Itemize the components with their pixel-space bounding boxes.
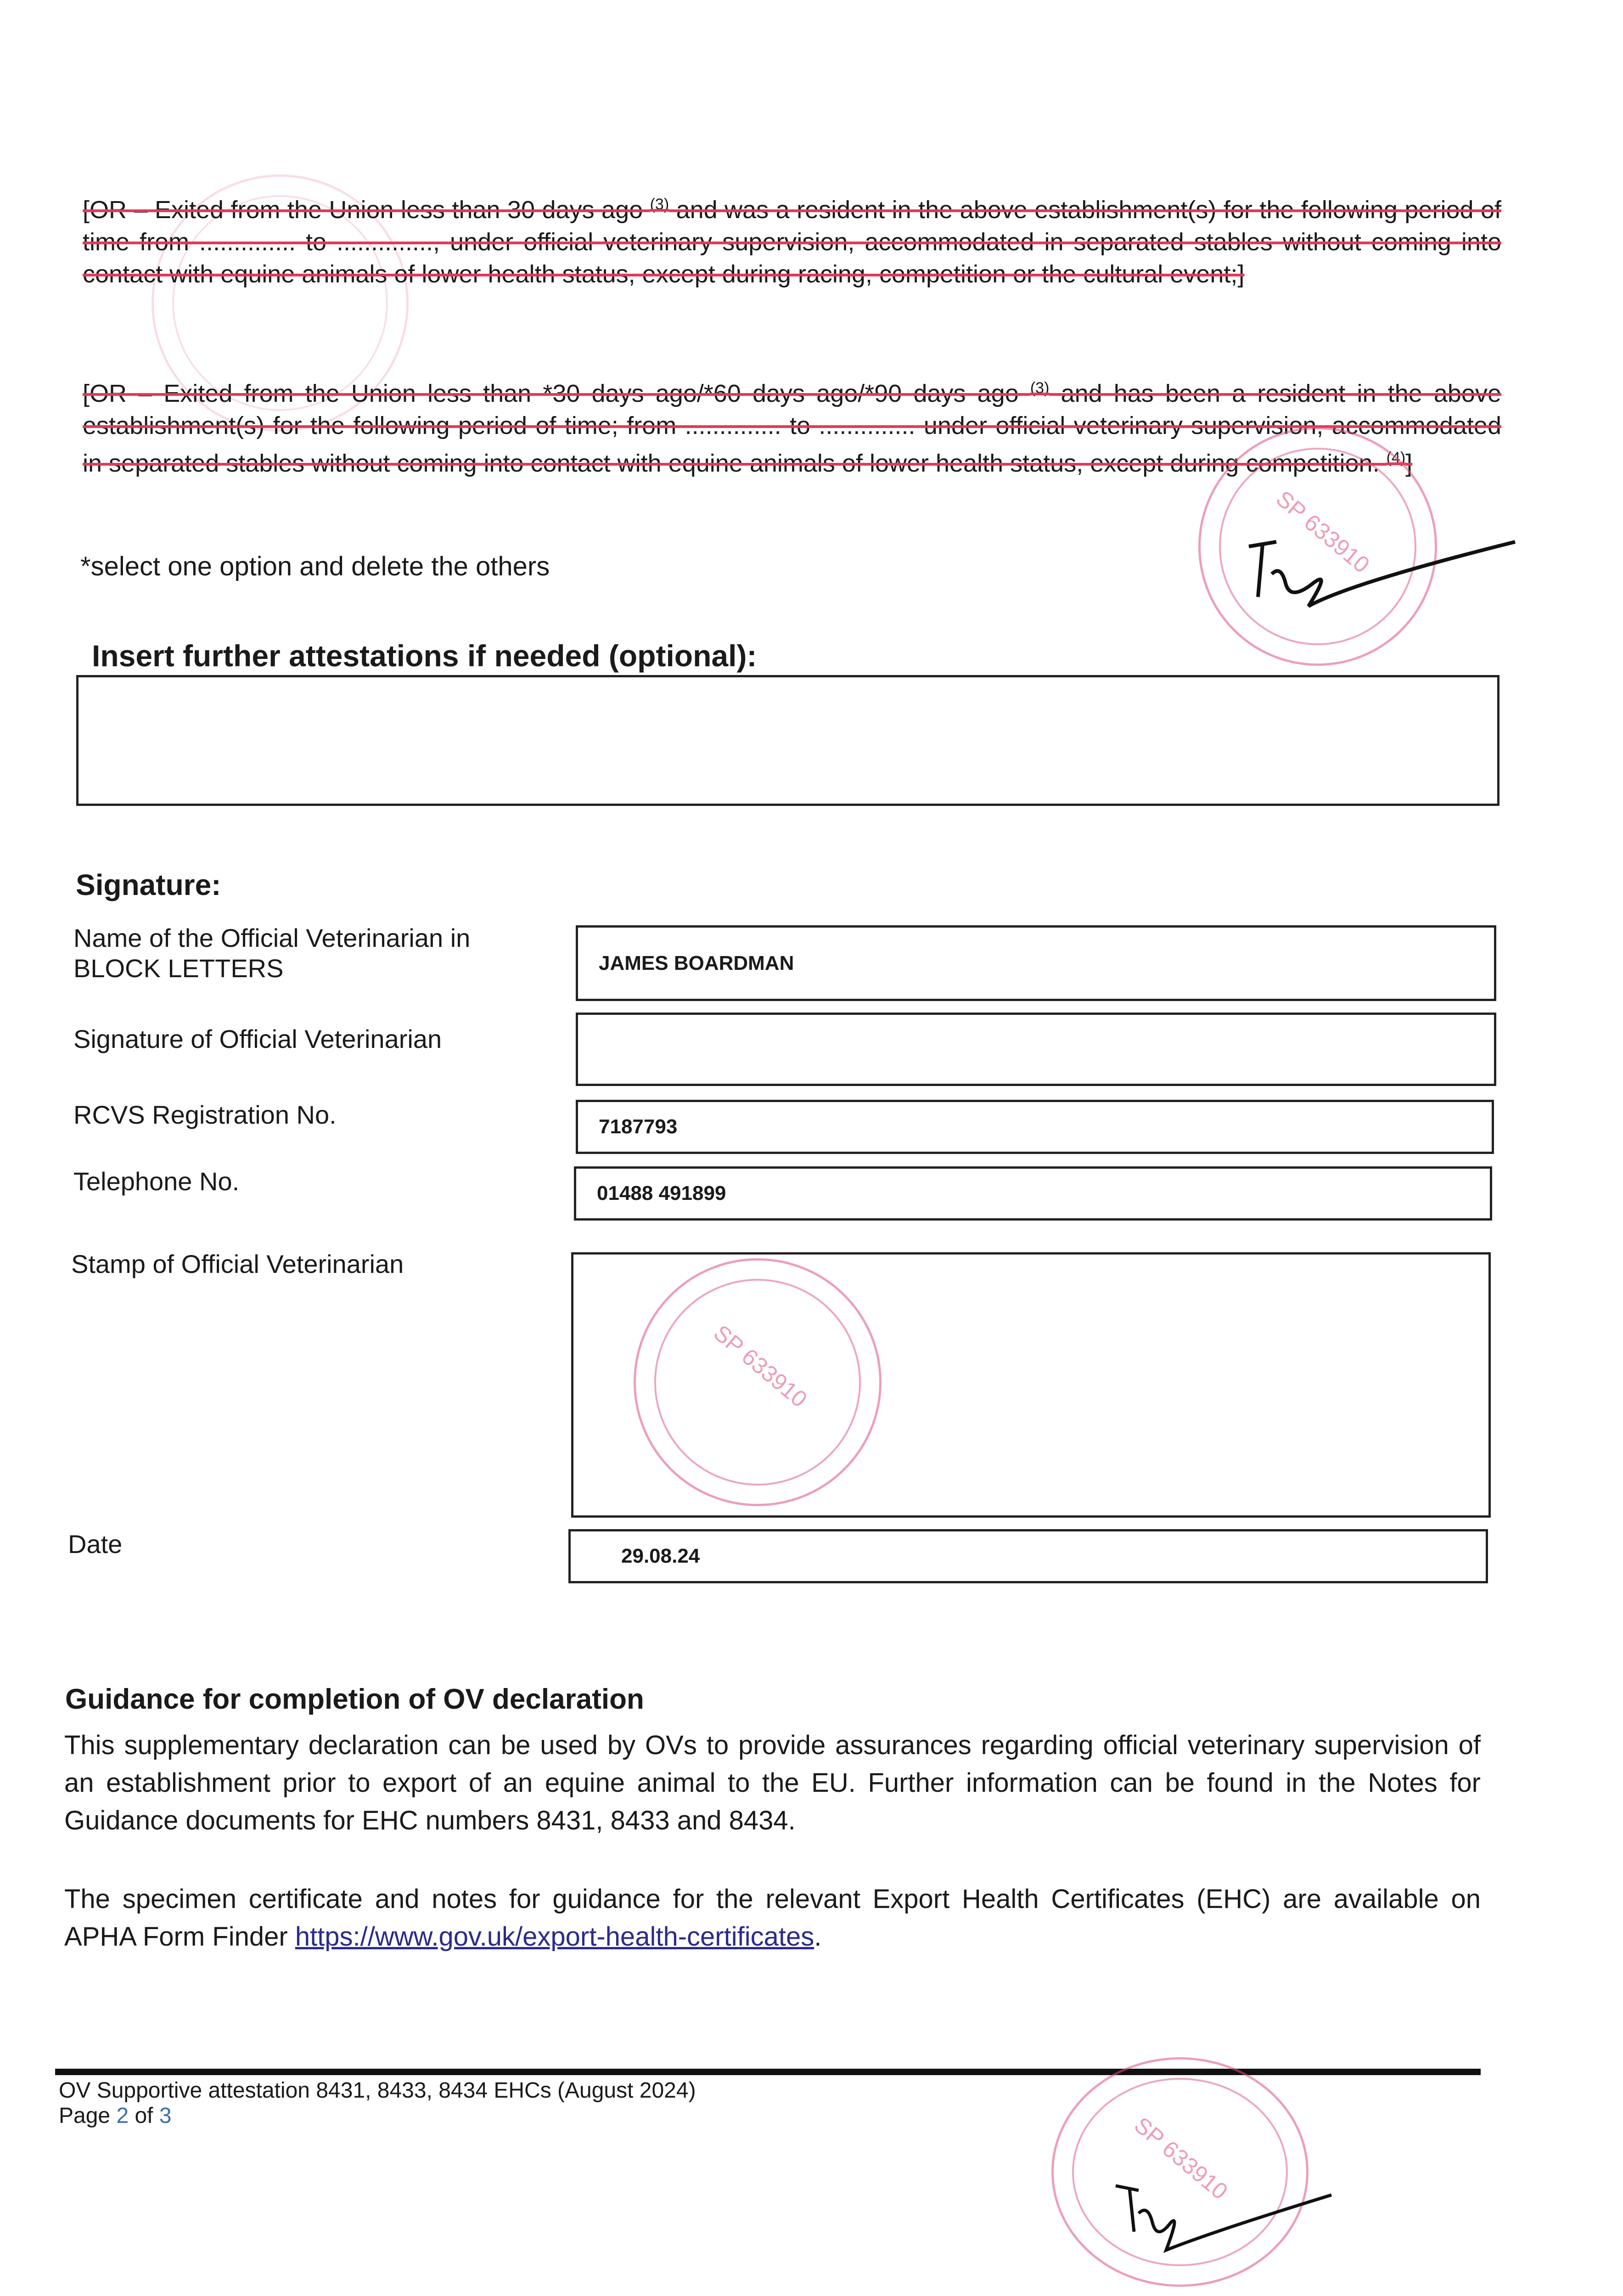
select-note: *select one option and delete the others (80, 551, 550, 581)
handwritten-signature-footer (1111, 2177, 1341, 2259)
guidance-heading: Guidance for completion of OV declaration (65, 1683, 644, 1715)
handwritten-signature (1240, 528, 1524, 629)
date-label: Date (68, 1530, 123, 1559)
telephone-label: Telephone No. (73, 1167, 240, 1196)
guidance-paragraph-2 (64, 1880, 1481, 1956)
footer-divider (55, 2069, 1481, 2075)
option-b-text-cont: and has been a resident in the above establishment(s) for the following period of time; from .............. to .............. under official veterinary supervision, accommodated in separated stables without coming into contact with equine animals of lower health status, except during competition. (83, 380, 1501, 477)
page-current: 2 (116, 2104, 129, 2128)
name-label: Name of the Official Veterinarian in BLOCK LETTERS (73, 923, 471, 983)
period: . (814, 1922, 822, 1952)
option-a-text-cont: and was a resident in the above establishment(s) for the following period of time from .............. to .............., under official veterinary supervision, accommodated in separated stables without coming into contact with equine animals of lower health status, except during racing, competition or the cultural event;] (83, 196, 1501, 288)
of-word: of (129, 2104, 159, 2128)
page-total: 3 (159, 2104, 172, 2128)
signature-field[interactable] (576, 1013, 1496, 1086)
page-number (59, 2103, 172, 2128)
stamp-number: SP 633910 (709, 1320, 813, 1413)
date-field[interactable]: 29.08.24 (568, 1529, 1488, 1583)
option-b-bracket: ] (1405, 450, 1413, 477)
option-b-text: [OR – Exited from the Union less than *30 days ago/*60 days ago/*90 days ago (83, 380, 1030, 407)
footnote-ref: (3) (650, 196, 669, 213)
footer-title: OV Supportive attestation 8431, 8433, 8434 EHCs (August 2024) (59, 2078, 696, 2103)
attestation-option-a (83, 188, 1501, 290)
footnote-ref: (3) (1030, 379, 1050, 397)
ov-stamp (634, 1258, 882, 1506)
signature-heading: Signature: (76, 868, 221, 901)
further-attestations-field[interactable] (76, 675, 1499, 806)
signature-label: Signature of Official Veterinarian (73, 1024, 442, 1053)
stamp-label: Stamp of Official Veterinarian (71, 1249, 404, 1278)
guidance-text: The specimen certificate and notes for guidance for the relevant Export Health Certificates (EHC) are available on APHA Form Finder (64, 1884, 1481, 1952)
guidance-paragraph: This supplementary declaration can be used by OVs to provide assurances regarding official veterinary supervision of an establishment prior to export of an equine animal to the EU. Further information can be found in the Notes for Guidance documents for EHC numbers 8431, 8433 and 8434. (64, 1730, 1481, 1835)
stamp-number: SP 633910 (1271, 485, 1375, 578)
further-attestations-heading: Insert further attestations if needed (optional): (92, 639, 757, 673)
page-word: Page (59, 2104, 117, 2128)
rcvs-field[interactable]: 7187793 (576, 1100, 1494, 1154)
telephone-field[interactable]: 01488 491899 (574, 1166, 1492, 1221)
stamp-number: SP 633910 (1129, 2112, 1233, 2205)
export-health-certificates-link[interactable]: https://www.gov.uk/export-health-certificates (295, 1922, 814, 1952)
rcvs-label: RCVS Registration No. (73, 1100, 337, 1129)
option-a-text: [OR – Exited from the Union less than 30 days ago (83, 196, 650, 224)
name-field[interactable]: JAMES BOARDMAN (576, 925, 1496, 1001)
footnote-ref-4: (4) (1386, 449, 1406, 467)
